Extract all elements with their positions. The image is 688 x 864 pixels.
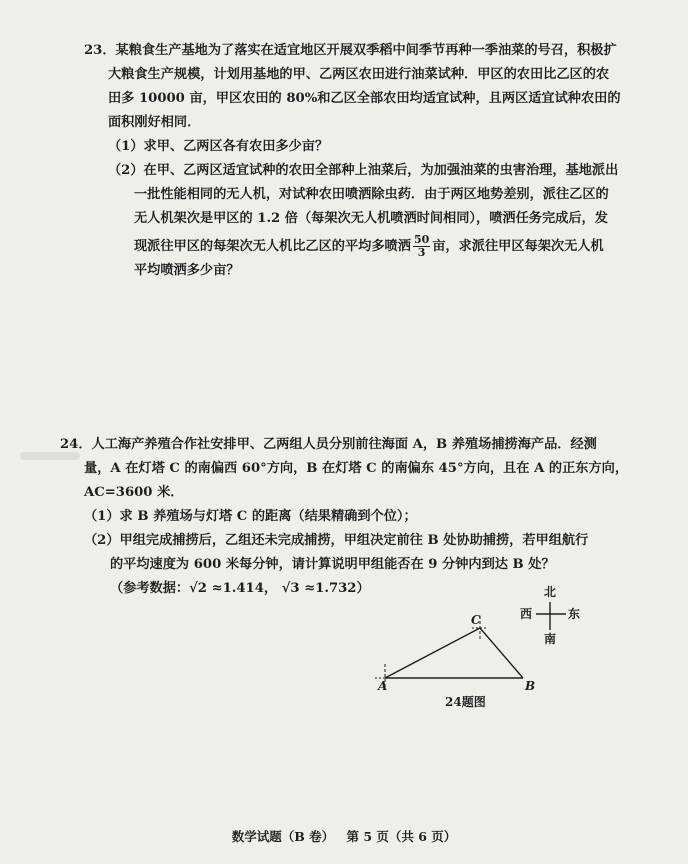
q23-part-2-line-3: 无人机架次是甲区的 1.2 倍（每架次无人机喷洒时间相同），喷洒任务完成后，发: [134, 211, 608, 226]
q23-line-1: 23．某粮食生产基地为了落实在适宜地区开展双季稻中间季节再种一季油菜的号召，积极扩: [84, 43, 617, 58]
fraction-50-3: [413, 234, 430, 259]
q23-part-2-line-4: [134, 234, 604, 259]
fraction-denominator: 3: [417, 246, 426, 259]
compass-rose: [520, 585, 580, 646]
figure-24: [360, 585, 640, 720]
label-c: C: [471, 613, 481, 627]
figure-caption: 24题图: [445, 695, 486, 709]
label-b: B: [525, 679, 536, 693]
footer-page-number: 第 5 页（共 6 页）: [346, 829, 457, 844]
ref-sqrt2: √2 ≈1.414，: [189, 581, 278, 596]
q23-frac-line-post: 亩，求派往甲区每架次无人机: [432, 239, 604, 254]
q24-part-1: （1）求 B 养殖场与灯塔 C 的距离（结果精确到个位）；: [84, 509, 417, 524]
compass-east: 东: [568, 607, 581, 621]
compass-north: 北: [544, 585, 557, 599]
compass-west: 西: [520, 607, 533, 621]
q24-line-1: 24．人工海产养殖合作社安排甲、乙两组人员分别前往海面 A，B 养殖场捕捞海产品．经测: [60, 437, 597, 452]
q23-part-2-line-1: （2）在甲、乙两区适宜试种的农田全部种上油菜后，为加强油菜的虫害治理，基地派出: [108, 163, 619, 178]
q23-part-2-line-2: 一批性能相同的无人机，对试种农田喷洒除虫药．由于两区地势差别，派往乙区的: [134, 187, 609, 202]
figure-24-svg: [360, 585, 640, 720]
q23-line-4: 面积刚好相同．: [108, 115, 201, 130]
q23-part-2-line-5: 平均喷洒多少亩？: [134, 263, 240, 278]
label-a: A: [378, 679, 388, 693]
ref-label: （参考数据：: [110, 581, 190, 596]
q24-line-3: AC=3600 米．: [84, 485, 184, 500]
page-footer: [0, 827, 688, 845]
ref-end: ）: [356, 581, 370, 596]
compass-south: 南: [544, 632, 557, 646]
ref-sqrt3: √3 ≈1.732: [281, 581, 357, 596]
segment-ac: [385, 628, 480, 678]
q24-reference-data: [110, 580, 370, 598]
q23-part-1: （1）求甲、乙两区各有农田多少亩？: [108, 139, 329, 154]
footer-subject: 数学试题（B 卷）: [231, 829, 335, 844]
q24-part-2-line-2: 的平均速度为 600 米每分钟，请计算说明甲组能否在 9 分钟内到达 B 处？: [110, 557, 555, 572]
q23-line-2: 大粮食生产规模，计划用基地的甲、乙两区农田进行油菜试种．甲区的农田比乙区的农: [108, 67, 610, 82]
fraction-numerator: 50: [413, 233, 430, 246]
q24-part-2-line-1: （2）甲组完成捕捞后，乙组还未完成捕捞，甲组决定前往 B 处协助捕捞，若甲组航行: [84, 533, 589, 548]
triangle-abc: [375, 613, 535, 693]
segment-cb: [480, 628, 523, 678]
q23-frac-line-pre: 现派往甲区的每架次无人机比乙区的平均多喷洒: [134, 239, 411, 254]
q23-line-3: 田多 10000 亩，甲区农田的 80%和乙区全部农田均适宜试种，且两区适宜试种农田的: [108, 91, 621, 106]
q24-line-2: 量，A 在灯塔 C 的南偏西 60°方向，B 在灯塔 C 的南偏东 45°方向，且在 A 的正东方向，: [84, 461, 629, 476]
